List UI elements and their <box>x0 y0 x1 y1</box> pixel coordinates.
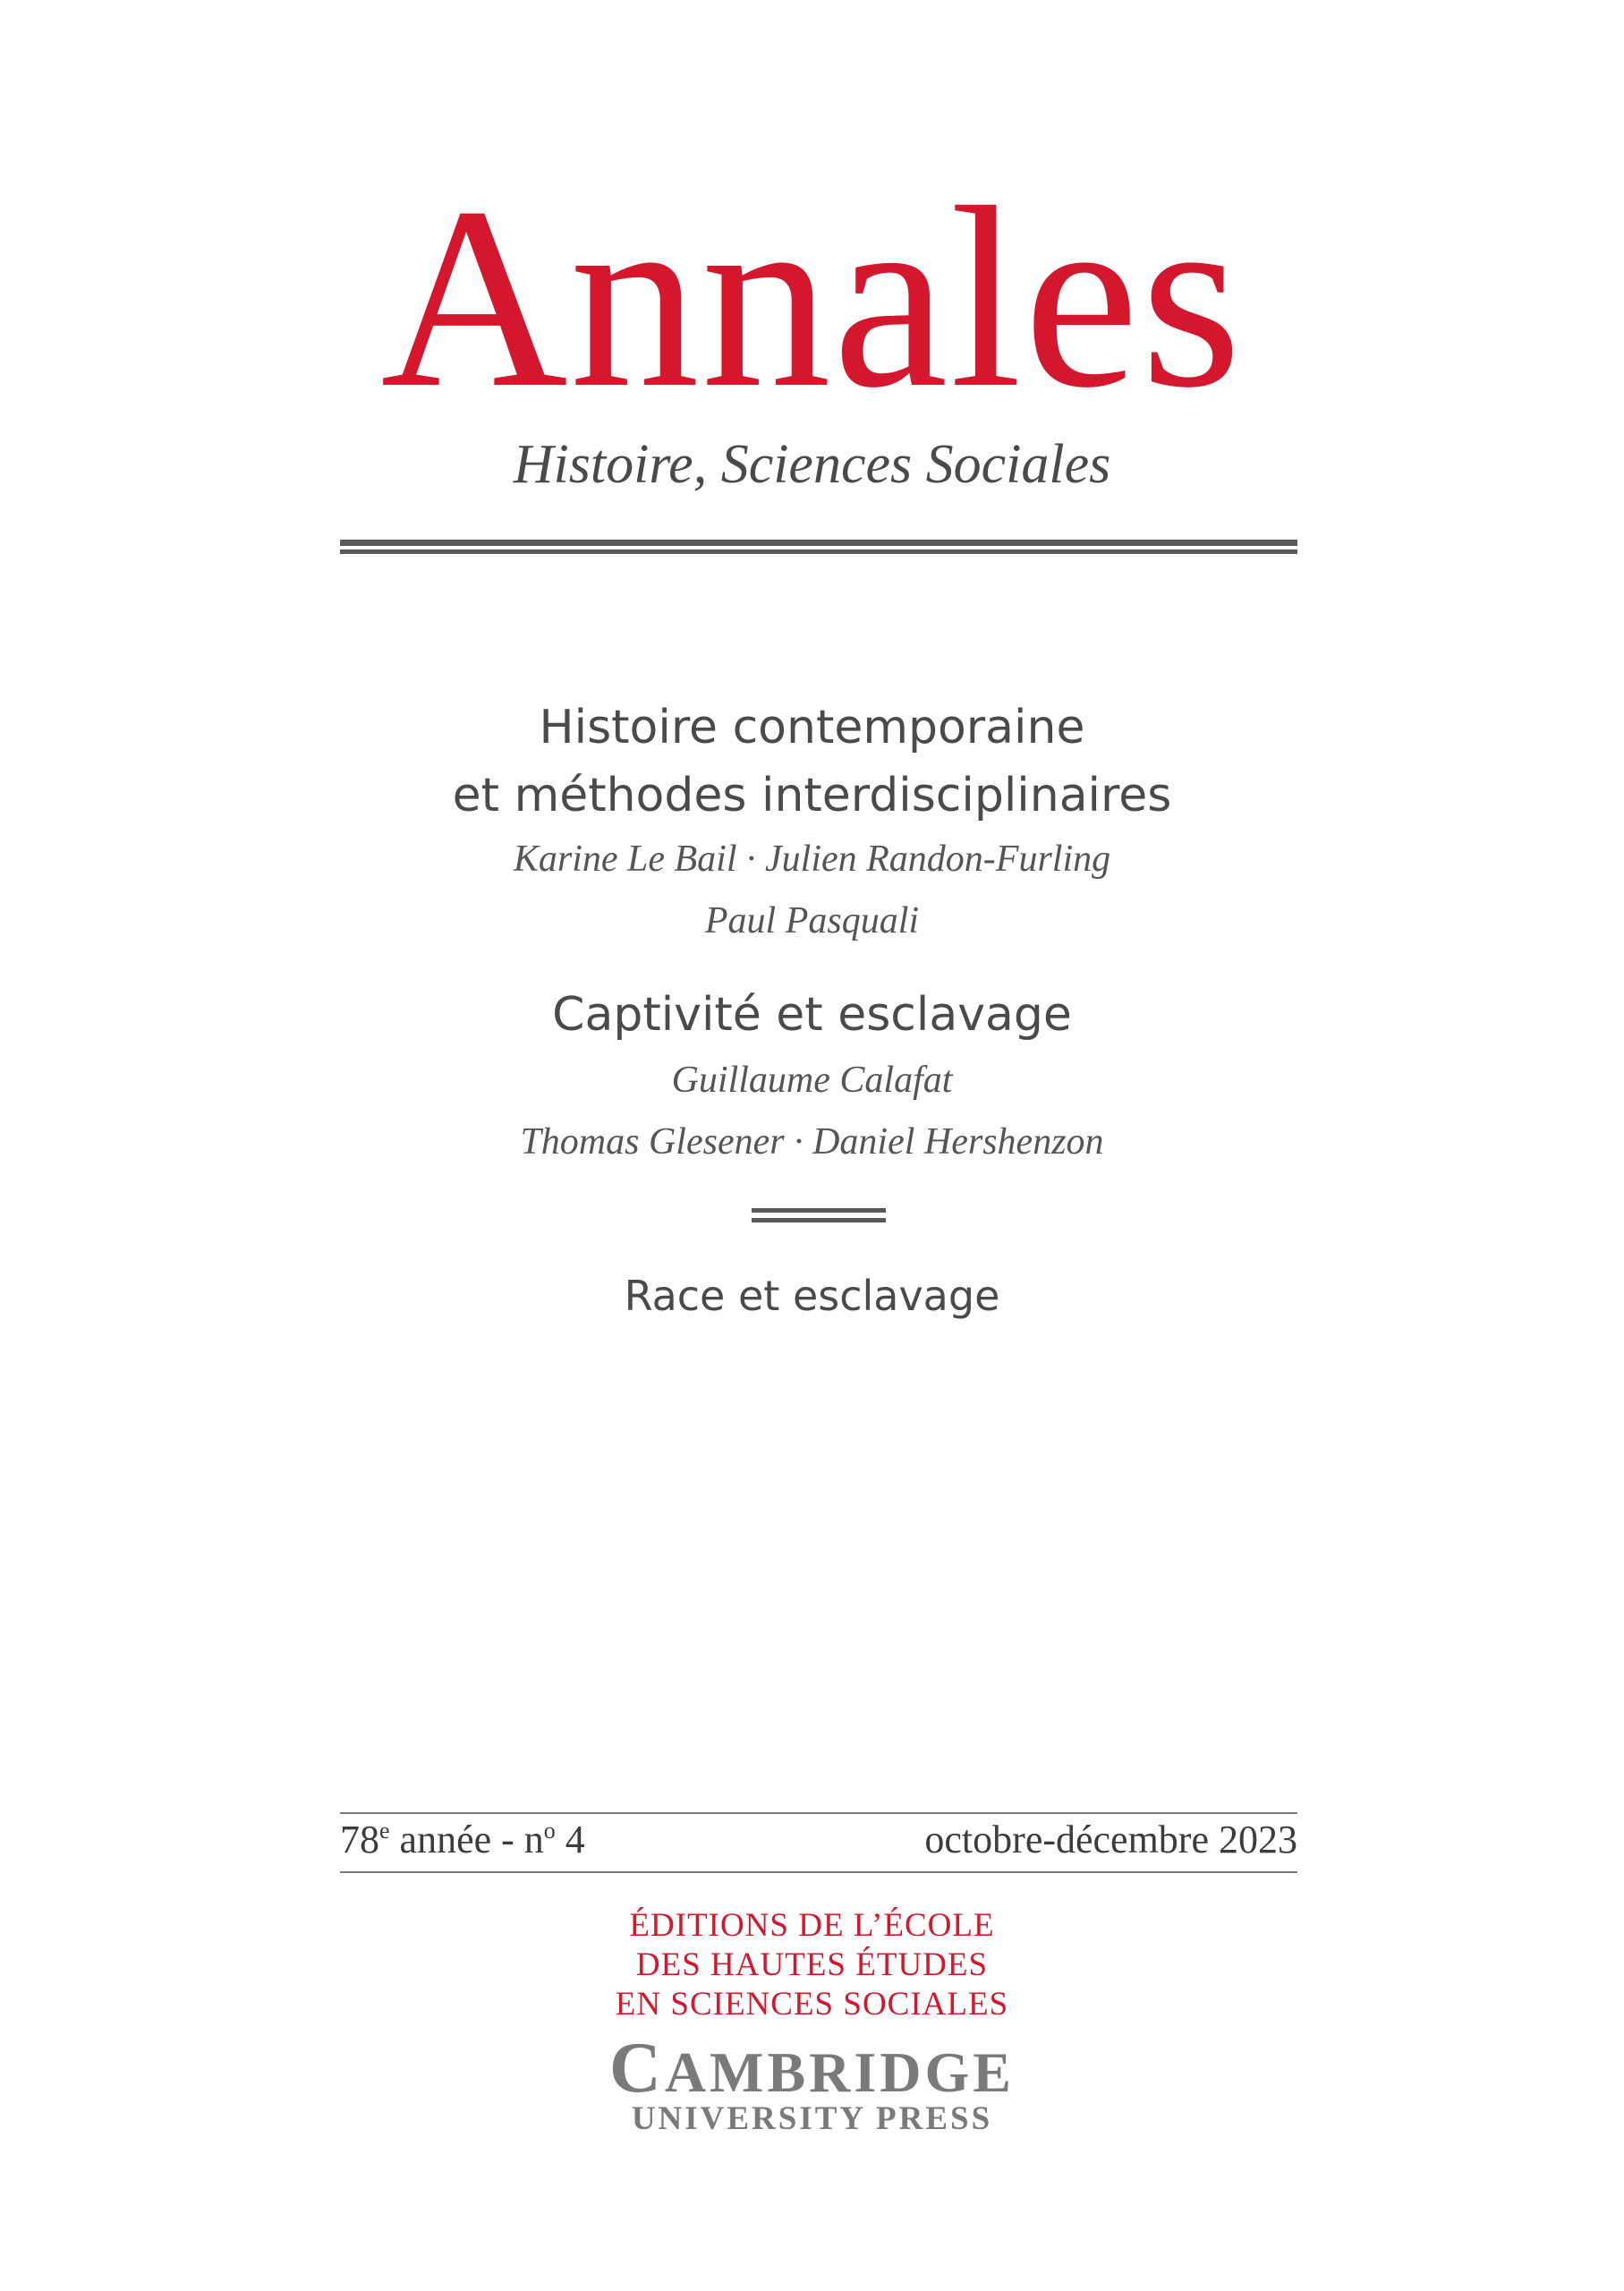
section-2-authors-line2: Thomas Glesener · Daniel Hershenzon <box>520 1121 1104 1163</box>
section-1-heading-line2: et méthodes interdisciplinaires <box>452 769 1172 822</box>
journal-subtitle: Histoire, Sciences Sociales <box>513 434 1111 495</box>
issue-date: octobre-décembre 2023 <box>924 1818 1297 1861</box>
issue-rule-top <box>340 1812 1297 1814</box>
issue-rule-bottom <box>340 1871 1297 1873</box>
journal-title: Annales <box>380 154 1244 441</box>
section-divider-top <box>752 1208 886 1213</box>
section-1-heading-line1: Histoire contemporaine <box>539 701 1085 754</box>
section-1-authors-line1: Karine Le Bail · Julien Randon-Furling <box>513 839 1111 880</box>
publisher-line3: EN SCIENCES SOCIALES <box>615 1986 1009 2023</box>
publisher-ehess <box>0 1906 1624 2024</box>
section-2-heading: Captivité et esclavage <box>552 988 1072 1042</box>
section-2-authors-line1: Guillaume Calafat <box>671 1060 953 1101</box>
cambridge-logo: CAMBRIDGE <box>609 2029 1015 2108</box>
masthead-rule-top <box>340 540 1297 546</box>
publisher-line2: DES HAUTES ÉTUDES <box>635 1946 989 1983</box>
issue-number: 78e année - $n^o$ 4 <box>340 1818 585 1861</box>
cambridge-university-press: UNIVERSITY PRESS <box>631 2100 993 2137</box>
section-1-authors-line2: Paul Pasquali <box>704 900 920 941</box>
section-divider-bottom <box>752 1218 886 1222</box>
masthead-rule-bottom <box>340 549 1297 554</box>
publisher-line1: ÉDITIONS DE L’ÉCOLE <box>629 1907 995 1944</box>
section-3-heading: Race et esclavage <box>624 1272 1000 1320</box>
